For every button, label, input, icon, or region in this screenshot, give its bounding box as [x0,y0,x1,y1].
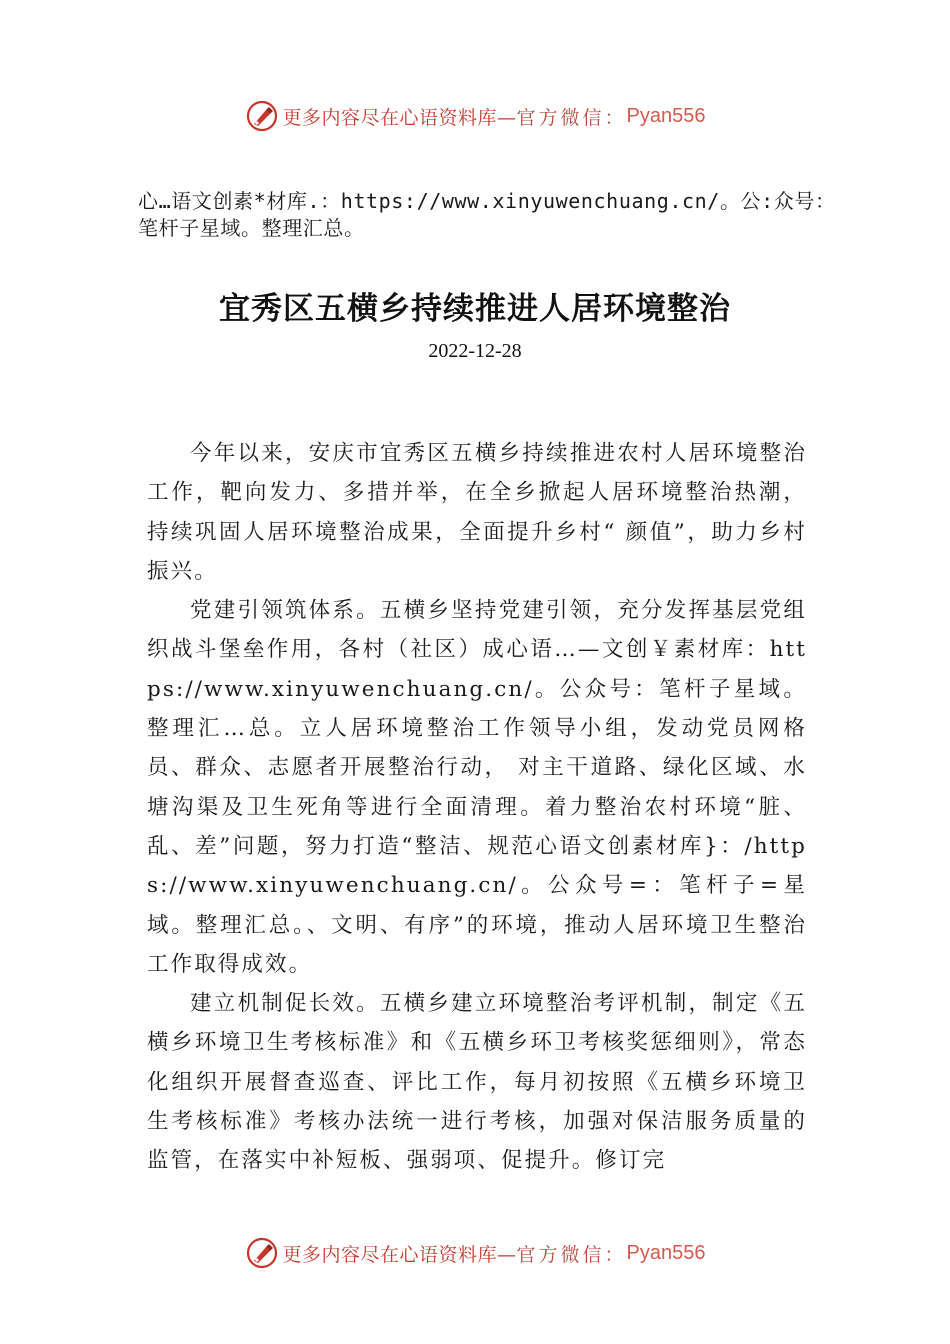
article-title: 宜秀区五横乡持续推进人居环境整治 [219,291,731,327]
watermark-header-text: 心…语文创素*材库.：https://www.xinyuwenchuang.cn/。公:众号：笔杆子星域。整理汇总。 [138,189,836,240]
paragraph: 今年以来，安庆市宜秀区五横乡持续推进农村人居环境整治工作，靶向发力、多措并举，在全乡掀起人居环境整治热潮，持续巩固人居环境整治成果，全面提升乡村“ 颜值”，助力乡村振兴。 [147,441,807,584]
pen-nib-logo-icon [245,99,279,133]
pen-nib-logo-icon [245,1236,279,1270]
banner-text: 更多内容尽在心语资料库— [282,1243,517,1266]
header-banner [0,96,950,136]
banner-wechat-id: Pyan556 [626,1241,706,1264]
banner-text: 更多内容尽在心语资料库— [282,106,517,129]
article-date: 2022-12-28 [428,340,522,362]
banner-label: 官方微信： [516,1243,627,1266]
footer-banner [0,1233,950,1273]
banner-wechat-id: Pyan556 [626,104,706,127]
paragraph: 党建引领筑体系。五横乡坚持党建引领，充分发挥基层党组织战斗堡垒作用，各村（社区）成心语…—文创￥素材库：https://www.xinyuwenchuang.cn/。公众号：笔杆子星域。整理汇…总。立人居环境整治工作领导小组，发动党员网格员、群众、志愿者开展整治行动， 对主干道路、绿化区域、水塘沟渠及卫生死角等进行全面清理。着力整治农村环境“脏、乱、差”问题，努力打造“整洁、规范心语文创素材库}：/https://www.xinyuwenchuang.cn/。公众号=：笔杆子=星域。整理汇总。、文明、有序”的环境，推动人居环境卫生整治工作取得成效。 [147,598,807,977]
paragraph: 建立机制促长效。五横乡建立环境整治考评机制，制定《五横乡环境卫生考核标准》和《五横乡环卫考核奖惩细则》，常态化组织开展督查巡查、评比工作，每月初按照《五横乡环境卫生考核标准》考核办法统一进行考核，加强对保洁服务质量的监管，在落实中补短板、强弱项、促提升。修订完 [147,991,807,1174]
banner-label: 官方微信： [516,106,627,129]
article-body [147,434,807,1181]
